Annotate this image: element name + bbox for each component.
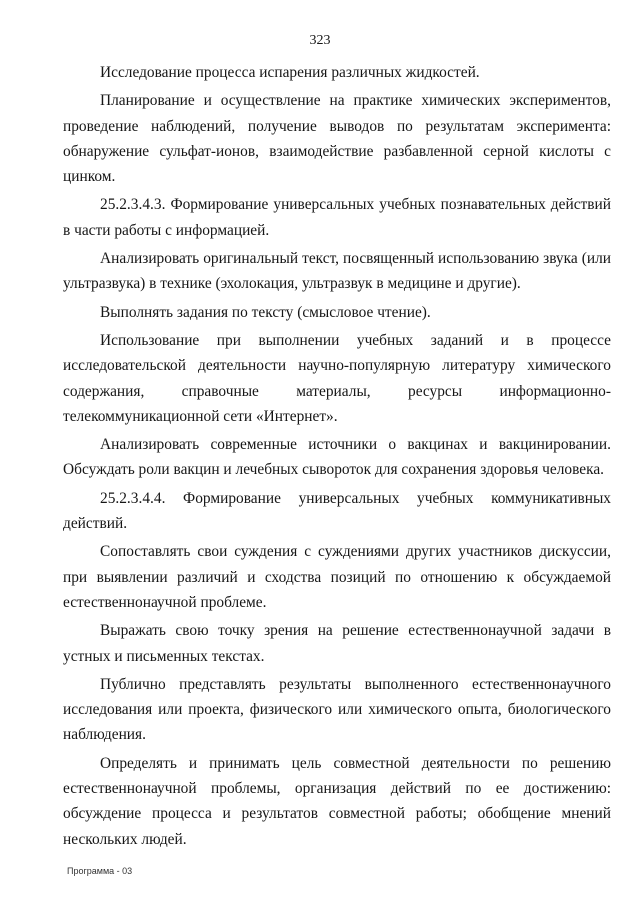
paragraph: Определять и принимать цель совместной деятельности по решению естественнонаучной проблемы, организация действий по ее достижению: обсуждение процесса и результатов совместной работы; обобщение мнений нескольких людей. bbox=[63, 754, 611, 848]
paragraph: Выражать свою точку зрения на решение естественнонаучной задачи в устных и письменных текстах. bbox=[63, 622, 611, 665]
paragraph: Сопоставлять свои суждения с суждениями других участников дискуссии, при выявлении различий и сходства позиций по отношению к обсуждаемой естественнонаучной проблеме. bbox=[63, 543, 611, 611]
paragraph: Исследование процесса испарения различных жидкостей. bbox=[100, 64, 480, 81]
paragraph: Выполнять задания по тексту (смысловое чтение). bbox=[100, 303, 431, 321]
paragraph: Публично представлять результаты выполненного естественнонаучного исследования или проекта, физического или химического опыта, биологического наблюдения. bbox=[63, 675, 611, 744]
paragraph: Планирование и осуществление на практике химических экспериментов, проведение наблюдений, получение выводов по результатам эксперимента: обнаружение сульфат-ионов, взаимодействие разбавленной серной кислоты с цинком. bbox=[63, 92, 611, 186]
section-heading: 25.2.3.4.3. Формирование универсальных учебных познавательных действий в части работы с информацией. bbox=[63, 196, 611, 239]
section-heading: 25.2.3.4.4. Формирование универсальных учебных коммуникативных действий. bbox=[63, 489, 611, 533]
paragraph: Использование при выполнении учебных заданий и в процессе исследовательской деятельности научно-популярную литературу химического содержания, справочные материалы, ресурсы информационно-телекоммуникационной сети «Интернет». bbox=[63, 331, 611, 425]
paragraph: Анализировать современные источники о вакцинах и вакцинировании. Обсуждать роли вакцин и лечебных сывороток для сохранения здоровья человека. bbox=[63, 436, 611, 479]
page-number: 323 bbox=[309, 33, 331, 48]
paragraph: Анализировать оригинальный текст, посвященный использованию звука (или ультразвука) в технике (эхолокация, ультразвук в медицине и другие). bbox=[63, 250, 611, 293]
page-footer: Программа - 03 bbox=[67, 866, 133, 876]
body-text bbox=[63, 60, 611, 855]
